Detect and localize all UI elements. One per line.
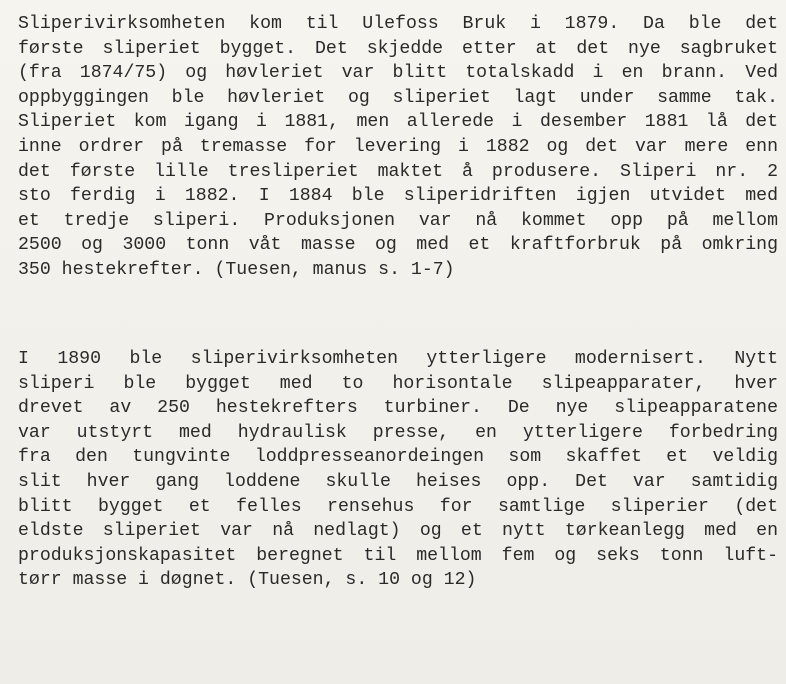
paragraph-1 (18, 12, 778, 283)
text-line: eldste sliperiet var nå nedlagt) og et nytt tørkeanlegg med en (18, 521, 778, 542)
text-line: Sliperivirksomheten kom til Ulefoss Bruk i 1879. Da ble det (18, 14, 778, 34)
text-line: (fra 1874/75) og høvleriet var blitt totalskadd i en brann. Ved (18, 63, 778, 84)
paragraph-2 (18, 347, 778, 593)
text-line: 2500 og 3000 tonn våt masse og med et kraftforbruk på omkring (18, 235, 778, 256)
text-line: det første lille tresliperiet maktet å produsere. Sliperi nr. 2 (18, 161, 778, 182)
text-line: I 1890 ble sliperivirksomheten ytterligere modernisert. Nytt (18, 349, 778, 369)
text-line: sliperi ble bygget med to horisontale slipeapparater, hver (18, 373, 778, 394)
text-line: et tredje sliperi. Produksjonen var nå kommet opp på mellom (18, 210, 778, 231)
text-line: slit hver gang loddene skulle heises opp. Det var samtidig (18, 471, 778, 492)
text-line: drevet av 250 hestekrefters turbiner. De nye slipeapparatene (18, 398, 778, 419)
text-line: produksjonskapasitet beregnet til mellom fem og seks tonn luft- (18, 545, 778, 566)
text-line: tørr masse i døgnet. (Tuesen, s. 10 og 12) (18, 570, 477, 591)
text-line: var utstyrt med hydraulisk presse, en ytterligere forbedring (18, 422, 778, 443)
text-line: fra den tungvinte loddpresseanordeingen som skaffet et veldig (18, 447, 778, 468)
text-line: blitt bygget et felles rensehus for samtlige sliperier (det (18, 496, 778, 517)
text-line: første sliperiet bygget. Det skjedde etter at det nye sagbruket (18, 38, 778, 59)
text-line: oppbyggingen ble høvleriet og sliperiet lagt under samme tak. (18, 87, 778, 108)
text-line: 350 hestekrefter. (Tuesen, manus s. 1-7) (18, 259, 455, 280)
text-line: inne ordrer på tremasse for levering i 1882 og det var mere enn (18, 136, 778, 157)
text-line: Sliperiet kom igang i 1881, men allerede i desember 1881 lå det (18, 112, 778, 133)
text-line: sto ferdig i 1882. I 1884 ble sliperidriften igjen utvidet med (18, 186, 778, 207)
